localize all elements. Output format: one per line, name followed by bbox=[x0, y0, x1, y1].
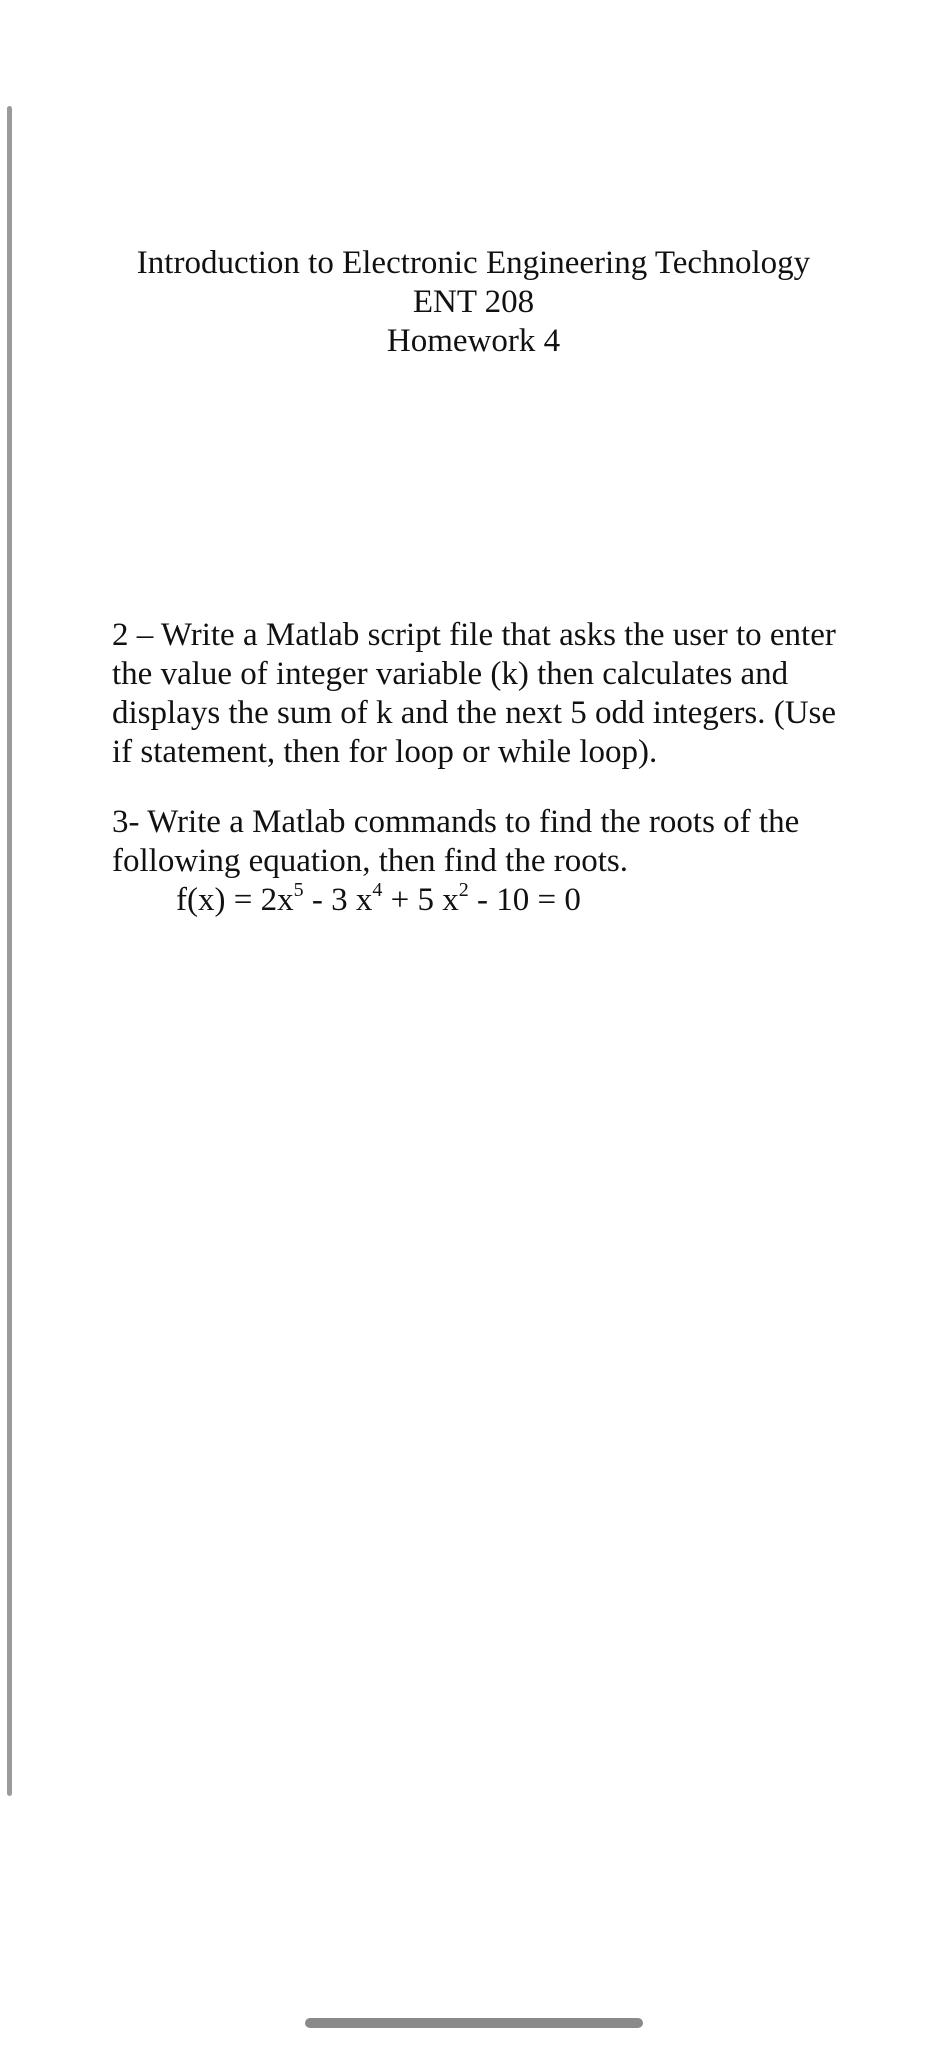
question-3-line: following equation, then find the roots. bbox=[112, 843, 628, 879]
equation-exponent: 4 bbox=[372, 879, 383, 901]
question-3 bbox=[112, 803, 852, 920]
question-2 bbox=[112, 616, 852, 772]
course-title: Introduction to Electronic Engineering Technology bbox=[136, 245, 811, 281]
course-code: ENT 208 bbox=[412, 284, 535, 320]
equation-part: + 5 x bbox=[382, 882, 459, 918]
equation-exponent: 2 bbox=[458, 879, 469, 901]
equation-exponent: 5 bbox=[293, 879, 304, 901]
document-body bbox=[112, 616, 852, 951]
polynomial-equation bbox=[112, 881, 852, 920]
home-indicator[interactable] bbox=[305, 2018, 643, 2028]
equation-part: - 3 x bbox=[303, 882, 373, 918]
question-2-line: displays the sum of k and the next 5 odd integers. (Use bbox=[112, 695, 837, 731]
assignment-title: Homework 4 bbox=[386, 323, 561, 359]
question-2-line: if statement, then for loop or while loop). bbox=[112, 734, 658, 770]
question-2-line: 2 – Write a Matlab script file that asks the user to enter bbox=[112, 617, 836, 653]
document-header bbox=[0, 244, 947, 361]
question-3-line: 3- Write a Matlab commands to find the roots of the bbox=[112, 804, 800, 840]
equation-part: f(x) = 2x bbox=[176, 882, 294, 918]
question-2-line: the value of integer variable (k) then calculates and bbox=[112, 656, 789, 692]
equation-part: - 10 = 0 bbox=[468, 882, 581, 918]
